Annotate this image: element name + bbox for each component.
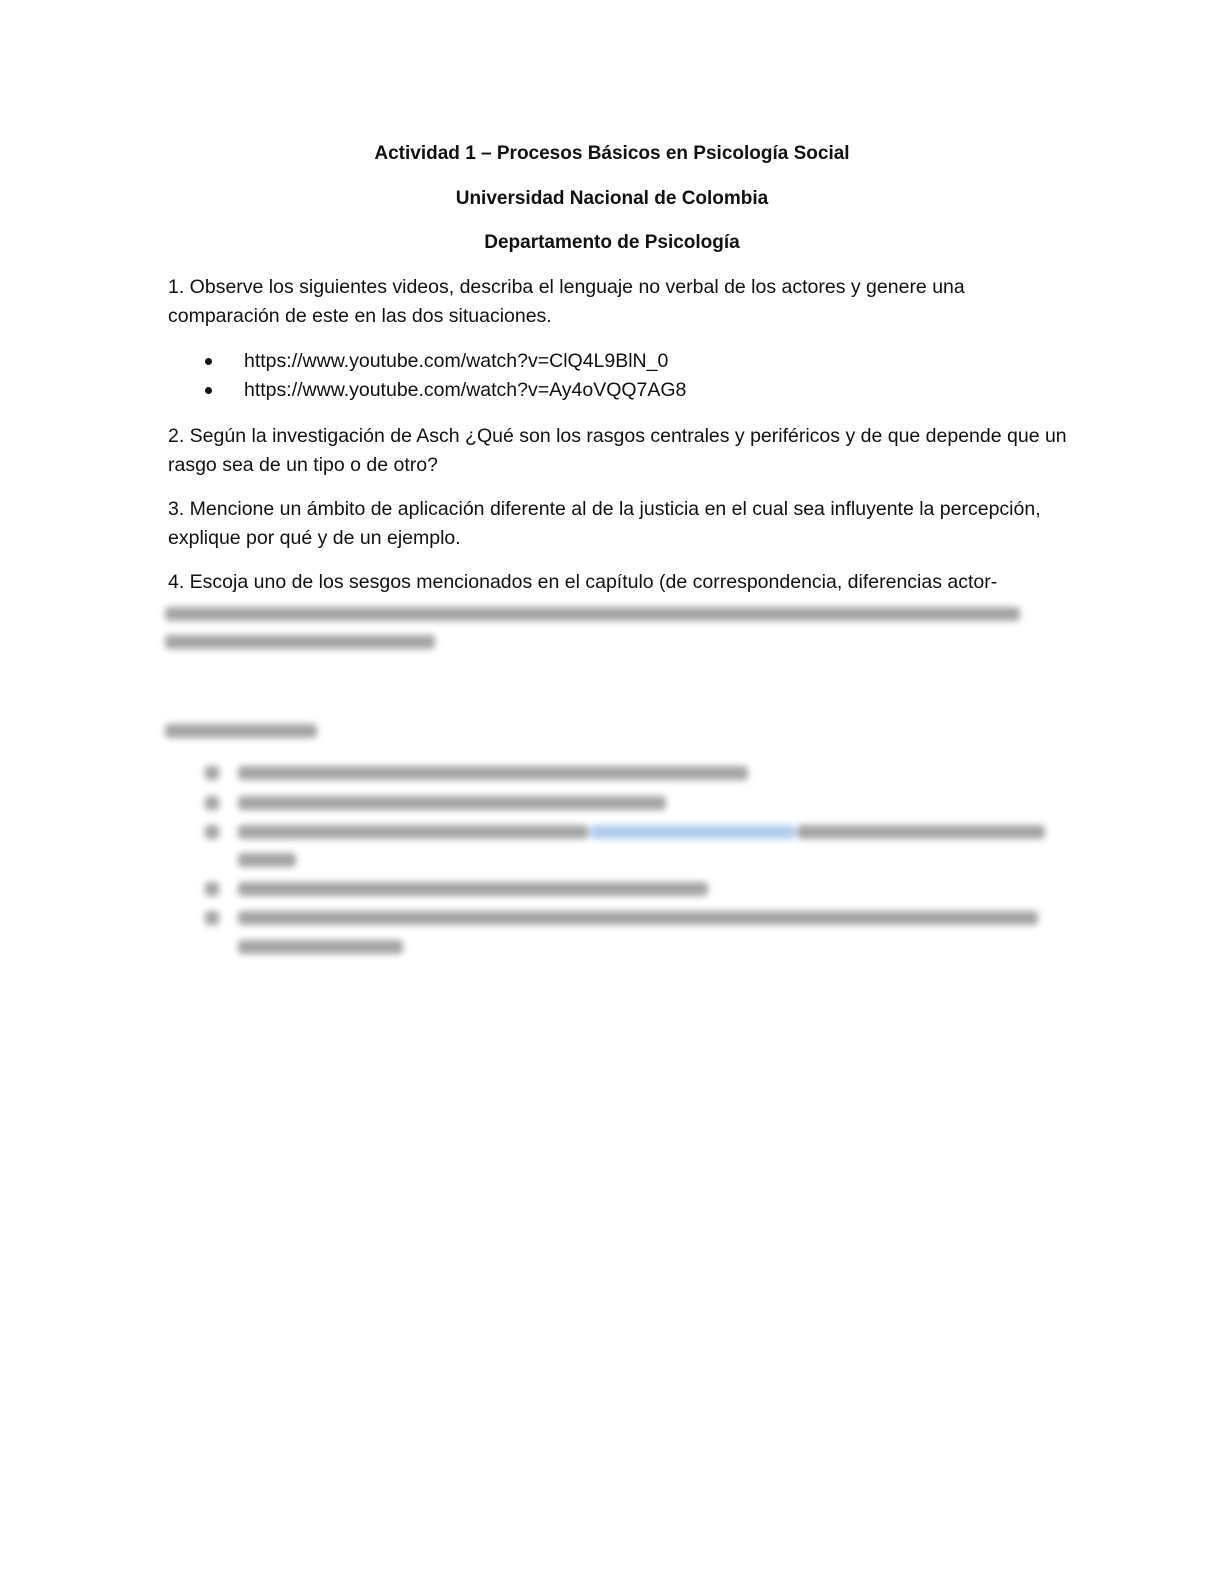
bullet-icon (205, 387, 212, 394)
video-link-2[interactable]: https://www.youtube.com/watch?v=Ay4oVQQ7AG8 (244, 379, 687, 401)
document-title: Actividad 1 – Procesos Básicos en Psicología Social (374, 143, 850, 164)
redacted-considerations-heading (165, 720, 325, 744)
redacted-considerations-list (165, 760, 1065, 960)
department-name: Departamento de Psicología (484, 232, 740, 253)
question-3: 3. Mencione un ámbito de aplicación diferente al de la justicia en el cual sea influyente la percepción, explique por qué y de un ejemplo. (168, 498, 1041, 549)
list-item (168, 347, 1068, 376)
question-4: 4. Escoja uno de los sesgos mencionados en el capítulo (de correspondencia, diferencias actor- (168, 571, 998, 593)
university-name: Universidad Nacional de Colombia (455, 188, 769, 209)
redacted-question-4-continuation (165, 600, 1065, 660)
video-link-1[interactable]: https://www.youtube.com/watch?v=ClQ4L9BlN_0 (244, 350, 669, 372)
bullet-icon (205, 358, 212, 365)
list-item (168, 376, 1068, 405)
question-1: 1. Observe los siguientes videos, describa el lenguaje no verbal de los actores y genere una comparación de este en las dos situaciones. (168, 276, 965, 327)
video-link-list (168, 347, 1068, 405)
question-2: 2. Según la investigación de Asch ¿Qué son los rasgos centrales y periféricos y de que depende que un rasgo sea de un tipo o de otro? (168, 425, 1067, 476)
